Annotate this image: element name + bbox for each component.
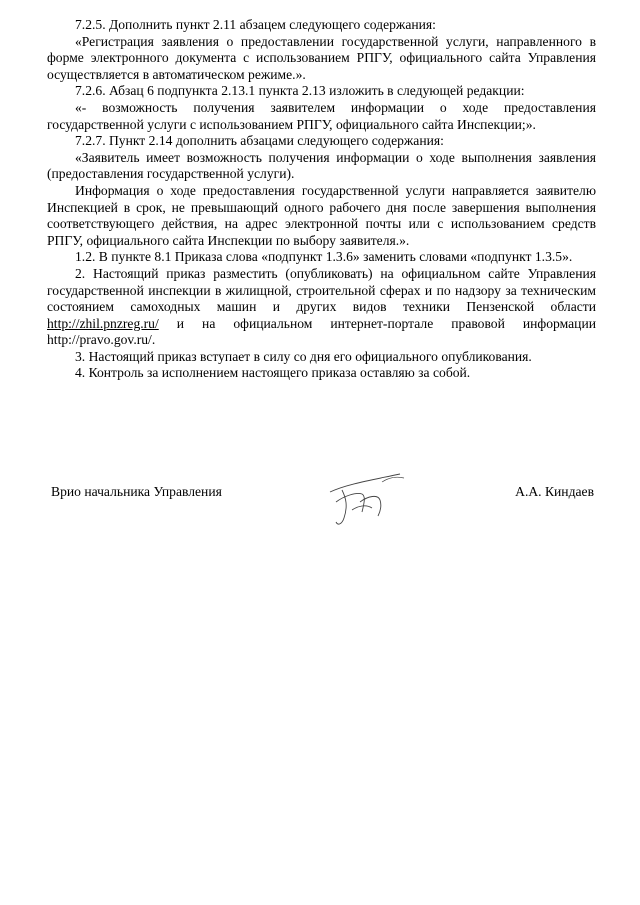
paragraph-7-2-5: 7.2.5. Дополнить пункт 2.11 абзацем следующего содержания:	[75, 17, 436, 32]
paragraph-1-2: 1.2. В пункте 8.1 Приказа слова «подпункт 1.3.6» заменить словами «подпункт 1.3.5».	[75, 249, 573, 265]
signatory-name: А.А. Киндаев	[515, 484, 594, 499]
document-body	[47, 17, 596, 382]
paragraph-7-2-7: 7.2.7. Пункт 2.14 дополнить абзацами следующего содержания:	[75, 133, 444, 149]
handwritten-signature	[322, 462, 412, 532]
publish-text-before: 2. Настоящий приказ разместить (опубликовать) на официальном сайте Управления государственной инспекции в жилищной, строительной сферах и по надзору за техническим состоянием самоходных машин и других видов техники Пензенской области	[47, 265, 596, 315]
paragraph-2-publish	[47, 266, 596, 349]
signature-row	[47, 482, 597, 542]
paragraph-7-2-6: 7.2.6. Абзац 6 подпункта 2.13.1 пункта 2.13 изложить в следующей редакции:	[75, 83, 525, 99]
paragraph-registration: «Регистрация заявления о предоставлении государственной услуги, направленного в форме электронного документа с использованием РПГУ, официального сайта Управления осуществляется в автоматическом режиме.».	[47, 33, 596, 82]
paragraph-information: Информация о ходе предоставления государственной услуги направляется заявителю Инспекцией в срок, не превышающий одного рабочего дня после завершения выполнения соответствующего действия, на адрес электронной почты или с использованием средств РПГУ, официального сайта Инспекции по выбору заявителя.».	[47, 182, 596, 248]
paragraph-4: 4. Контроль за исполнением настоящего приказа оставляю за собой.	[75, 365, 471, 381]
paragraph-info-possibility: «- возможность получения заявителем информации о ходе предоставления государственной услуги с использованием РПГУ, официального сайта Инспекции;».	[47, 99, 596, 132]
signatory-position: Врио начальника Управления	[51, 484, 222, 499]
publish-text-after: и на официальном интернет-портале правовой информации http://pravo.gov.ru/.	[47, 315, 596, 348]
zhil-site-link[interactable]: http://zhil.pnzreg.ru/	[47, 315, 159, 331]
paragraph-applicant: «Заявитель имеет возможность получения информации о ходе выполнения заявления (предоставления государственной услуги).	[47, 149, 596, 182]
paragraph-3: 3. Настоящий приказ вступает в силу со дня его официального опубликования.	[75, 348, 532, 364]
